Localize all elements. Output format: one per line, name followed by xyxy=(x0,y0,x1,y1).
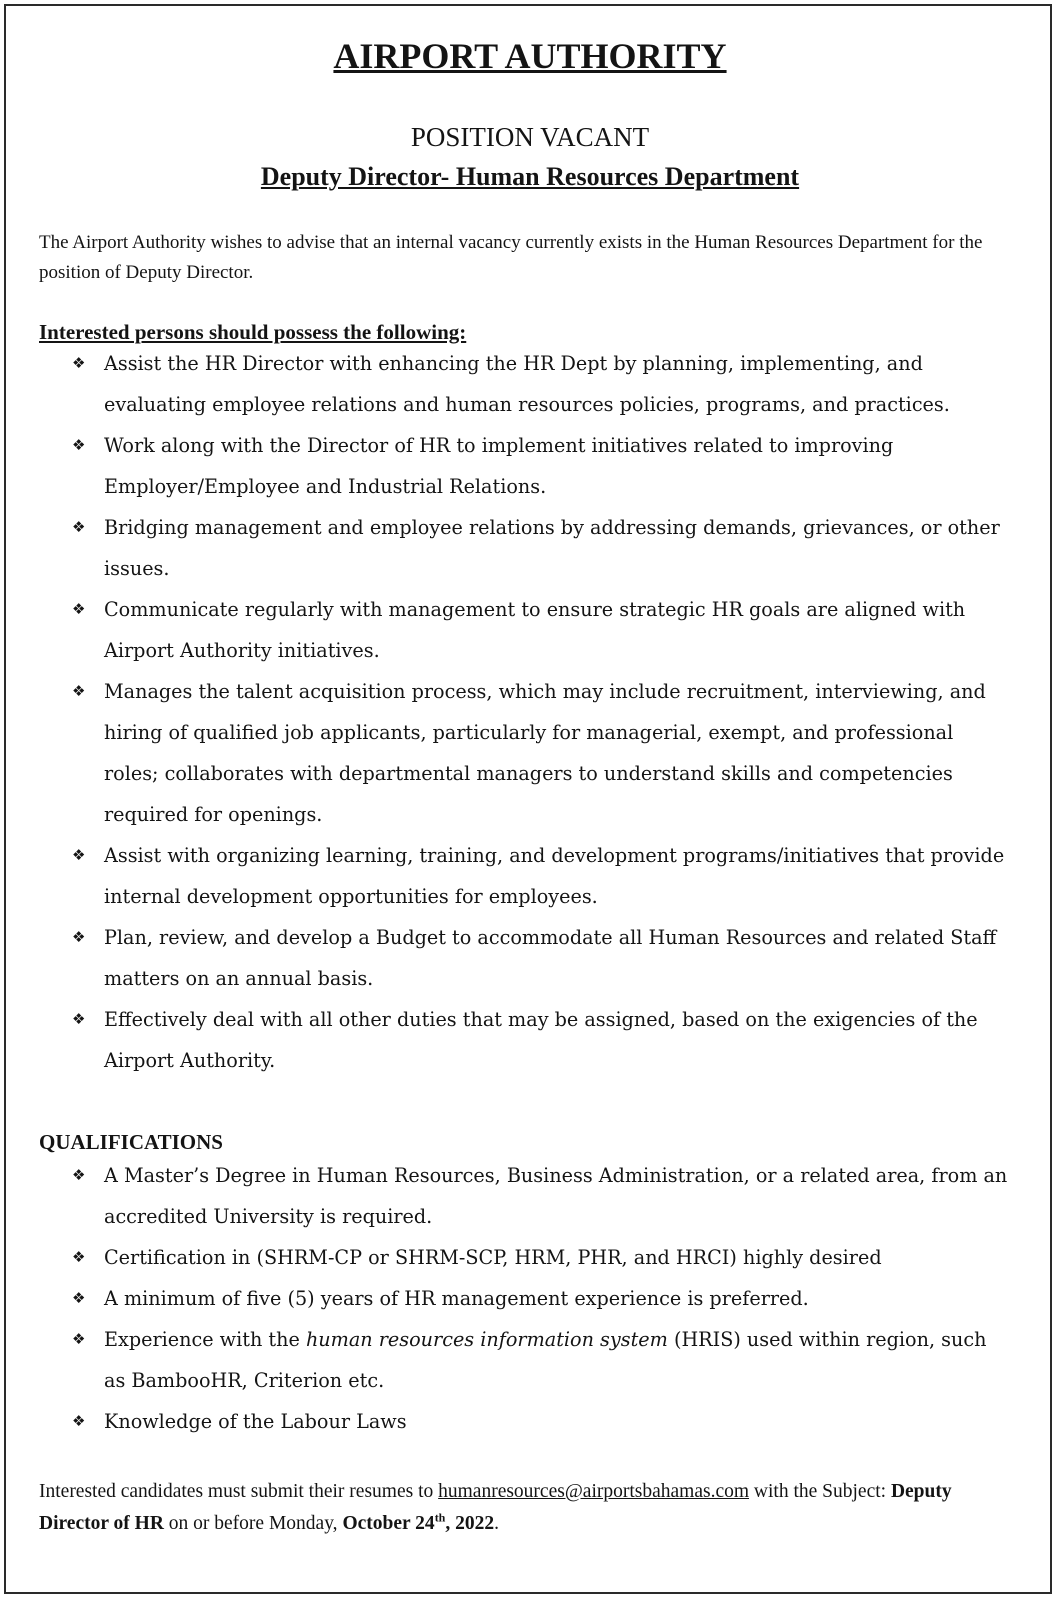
list-item xyxy=(0,1278,1010,1319)
diamond-bullet-icon: ❖ xyxy=(72,518,86,536)
list-item xyxy=(0,1401,1010,1442)
list-item xyxy=(0,343,1010,425)
diamond-bullet-icon: ❖ xyxy=(72,1010,86,1028)
list-item xyxy=(0,671,1010,835)
list-item xyxy=(0,917,1010,999)
email-subject: Deputy Director of HR xyxy=(39,1481,952,1534)
diamond-bullet-icon: ❖ xyxy=(72,682,86,700)
deadline-date-suffix: th xyxy=(434,1510,446,1525)
qualifications-list xyxy=(0,1155,1010,1442)
list-item xyxy=(0,1237,1010,1278)
position-vacant-heading: POSITION VACANT xyxy=(410,122,650,152)
closing-text-3: on or before Monday, xyxy=(163,1513,343,1534)
list-item-text: Knowledge of the Labour Laws xyxy=(104,1410,407,1433)
closing-end: . xyxy=(494,1513,499,1534)
list-item xyxy=(0,507,1010,589)
diamond-bullet-icon: ❖ xyxy=(72,1330,86,1348)
page-title: AIRPORT AUTHORITY xyxy=(333,36,727,76)
list-item-text: A minimum of five (5) years of HR management experience is preferred. xyxy=(104,1287,809,1310)
hris-emphasis: human resources information system xyxy=(305,1328,668,1351)
closing-text-1: Interested candidates must submit their resumes to xyxy=(39,1481,439,1502)
diamond-bullet-icon: ❖ xyxy=(72,846,86,864)
diamond-bullet-icon: ❖ xyxy=(72,1248,86,1266)
list-item-text: Communicate regularly with management to ensure strategic HR goals are aligned with Airport Authority initiatives. xyxy=(104,598,966,662)
diamond-bullet-icon: ❖ xyxy=(72,1412,86,1430)
position-title: Deputy Director- Human Resources Department xyxy=(260,162,800,191)
diamond-bullet-icon: ❖ xyxy=(72,436,86,454)
diamond-bullet-icon: ❖ xyxy=(72,1289,86,1307)
list-item xyxy=(0,999,1010,1081)
diamond-bullet-icon: ❖ xyxy=(72,928,86,946)
list-item-text: Effectively deal with all other duties that may be assigned, based on the exigencies of the Airport Authority. xyxy=(104,1008,978,1072)
list-item xyxy=(0,1155,1010,1237)
list-item-text: A Master’s Degree in Human Resources, Business Administration, or a related area, from an accredited University is required. xyxy=(104,1164,1008,1228)
list-item-text: Plan, review, and develop a Budget to accommodate all Human Resources and related Staff matters on an annual basis. xyxy=(104,926,997,990)
deadline-year: , 2022 xyxy=(445,1513,495,1534)
deadline-date-text: October 24 xyxy=(342,1513,435,1534)
diamond-bullet-icon: ❖ xyxy=(72,354,86,372)
list-item xyxy=(0,425,1010,507)
requirements-heading: Interested persons should possess the following: xyxy=(39,320,467,344)
intro-paragraph: The Airport Authority wishes to advise that an internal vacancy currently exists in the Human Resources Department for the position of Deputy Director. xyxy=(39,232,983,283)
deadline-date xyxy=(342,1510,495,1534)
list-item-text: Bridging management and employee relations by addressing demands, grievances, or other issues. xyxy=(104,516,1000,580)
list-item xyxy=(0,589,1010,671)
list-item-text: Work along with the Director of HR to implement initiatives related to improving Employer/Employee and Industrial Relations. xyxy=(104,434,894,498)
list-item xyxy=(0,835,1010,917)
hris-text-after: (HRIS) used within region, such as BambooHR, Criterion etc. xyxy=(104,1328,987,1392)
diamond-bullet-icon: ❖ xyxy=(72,1166,86,1184)
qualifications-heading: QUALIFICATIONS xyxy=(39,1130,223,1154)
hris-text-before: Experience with the xyxy=(104,1328,306,1351)
list-item-text: Certification in (SHRM-CP or SHRM-SCP, HRM, PHR, and HRCI) highly desired xyxy=(104,1246,882,1269)
closing-paragraph xyxy=(39,1476,1024,1540)
list-item-text: Assist with organizing learning, training, and development programs/initiatives that provide internal development opportunities for employees. xyxy=(104,844,1005,908)
email-link[interactable]: humanresources@airportsbahamas.com xyxy=(438,1481,750,1502)
diamond-bullet-icon: ❖ xyxy=(72,600,86,618)
list-item-text: Assist the HR Director with enhancing the HR Dept by planning, implementing, and evaluating employee relations and human resources policies, programs, and practices. xyxy=(104,352,950,416)
closing-text-2: with the Subject: xyxy=(749,1481,891,1502)
list-item xyxy=(0,1319,1010,1401)
requirements-list xyxy=(0,343,1010,1081)
list-item-text: Manages the talent acquisition process, which may include recruitment, interviewing, and hiring of qualified job applicants, particularly for managerial, exempt, and professional roles; collaborates with departmental managers to understand skills and competencies required for openings. xyxy=(104,680,986,826)
